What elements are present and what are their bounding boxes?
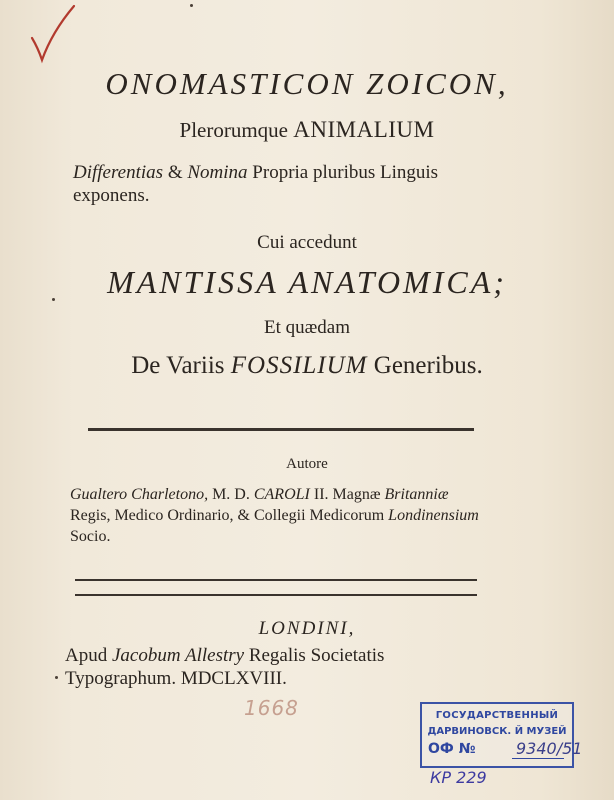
subtitle-animalium: ANIMALIUM [293, 117, 435, 142]
author-mid: II. Magnæ [309, 486, 385, 503]
stamp-underline [512, 758, 564, 759]
imprint-statement [65, 644, 495, 690]
fossilium: FOSSILIUM [230, 352, 368, 379]
de-variis: De Variis [131, 352, 231, 379]
ink-speck [55, 676, 58, 679]
cui-accedunt: Cui accedunt [257, 232, 357, 253]
divider-lower-1 [75, 579, 477, 581]
imprint-apud: Apud [65, 645, 112, 666]
divider-lower-2 [75, 594, 477, 596]
word-differentias: Differentias [73, 162, 164, 183]
ink-speck [190, 4, 193, 7]
main-title: ONOMASTICON ZOICON, [105, 66, 509, 101]
autore-label: Autore [286, 456, 328, 472]
king-name: CAROLI [253, 486, 310, 503]
imprint-rest: Regalis Societatis Typographum. MDCLXVIII. [65, 645, 385, 689]
subtitle-plerorumque: Plerorumque [179, 118, 294, 142]
subtitle-differentias [73, 161, 483, 207]
author-degree: M. D. [208, 486, 254, 503]
mantissa-title: MANTISSA ANATOMICA; [107, 264, 507, 300]
imprint-city: LONDINI, [258, 618, 356, 639]
generibus: Generibus. [367, 352, 483, 379]
printer-name: Jacobum Allestry [111, 645, 245, 666]
author-rest: Regis, Medico Ordinario, & Collegii Medicorum [70, 507, 389, 524]
word-ampersand: & [163, 162, 188, 183]
author-end: Socio. [70, 528, 111, 545]
stamp-line-2: ДАРВИНОВСК. Й МУЗЕЙ [427, 726, 567, 737]
subtitle-line-animalium [0, 117, 614, 143]
stamp-number: 9340/51 [516, 739, 583, 758]
checkmark-icon [26, 4, 86, 64]
subtitle-exponens: Propria pluribus Linguis exponens. [73, 162, 439, 206]
pencil-year-annotation: 1668 [244, 696, 299, 720]
stamp-line-3: ОФ № [428, 741, 476, 757]
shelfmark: КР 229 [430, 768, 487, 787]
word-nomina: Nomina [187, 162, 248, 183]
ink-speck [52, 298, 55, 301]
stamp-line-1: ГОСУДАРСТВЕННЫЙ [435, 710, 559, 721]
fossilium-line [0, 352, 614, 380]
author-name: Gualtero Charletono, [70, 486, 209, 503]
divider-upper [88, 428, 474, 431]
author-statement [70, 484, 490, 547]
museum-stamp [420, 702, 583, 768]
londinensium: Londinensium [388, 507, 479, 524]
et-quaedam: Et quædam [263, 317, 351, 338]
britannia: Britanniæ [384, 486, 449, 503]
